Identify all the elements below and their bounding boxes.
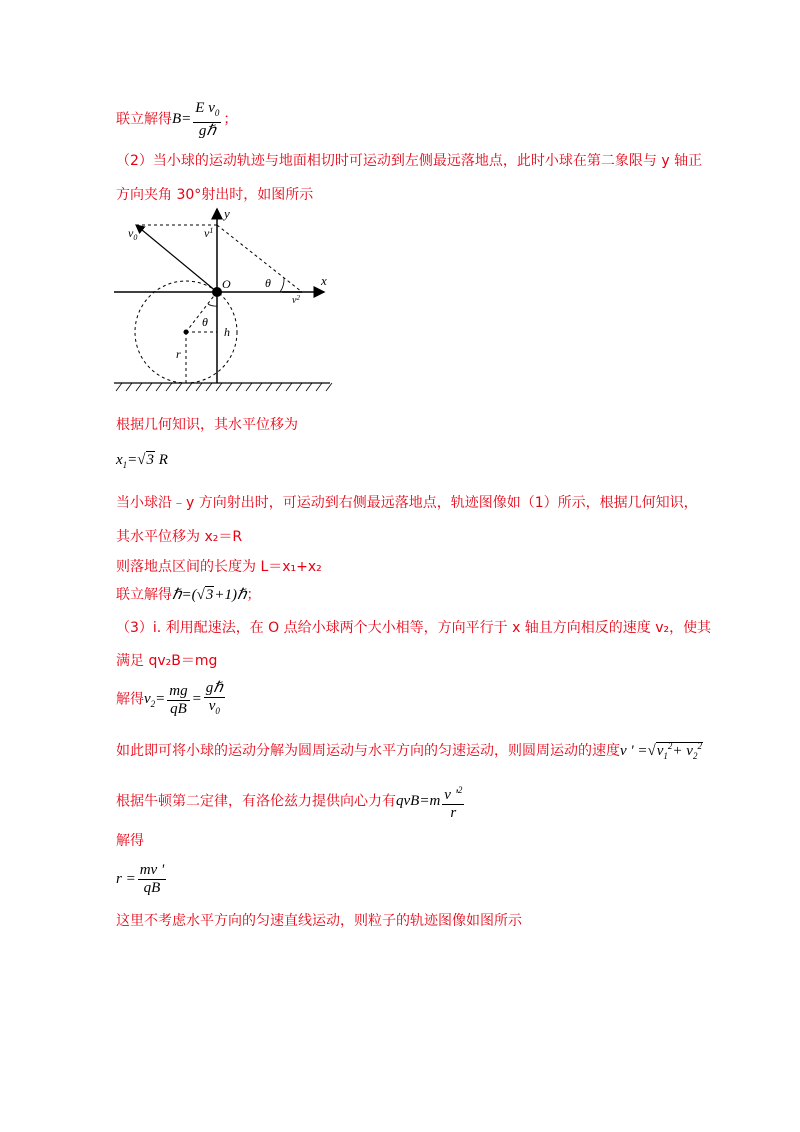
line-minus-y: 当小球沿﹣y 方向射出时，可运动到右侧最远落地点，轨迹图像如（1）所示，根据几何知识， bbox=[116, 495, 698, 511]
theta-arc-low bbox=[208, 304, 217, 306]
formula-v2: $v_2=$ $\frac{mg}{qB}$ = $\frac{\text{gℏ}}{v_0}$ bbox=[144, 680, 223, 717]
line-interval: 则落地点区间的长度为 L＝x₁+x₂ bbox=[116, 559, 322, 575]
h-label: h bbox=[224, 325, 230, 339]
v1-label: $v^1$ bbox=[204, 226, 214, 240]
formula-b: B= $\frac{E v_0}{\text{gℏ}}$ bbox=[172, 100, 220, 139]
line-geometry: 根据几何知识，其水平位移为 bbox=[116, 417, 298, 433]
line-part2-intro: （2）当小球的运动轨迹与地面相切时可运动到左侧最远落地点，此时小球在第二象限与 y 轴正 bbox=[116, 153, 703, 169]
formula-lorentz: qvB=m $\frac{v '^2}{r}$ bbox=[396, 793, 466, 809]
formula-vprime: v ' $=√v_1^2+ v_2^2$ bbox=[620, 741, 702, 761]
formula-h: ℏ=(√3+1)ℏ bbox=[172, 587, 247, 603]
line-solve: 解得 bbox=[116, 833, 144, 849]
line-solve-v2: 解得$v_2=$ $\frac{mg}{qB}$ = $\frac{\text{gℏ}}{v_0}$ bbox=[116, 680, 227, 720]
trajectory-diagram bbox=[112, 205, 342, 395]
line-part2-angle: 方向夹角 30°射出时，如图所示 bbox=[116, 187, 314, 203]
v2-label: $v^2$ bbox=[292, 294, 300, 306]
theta-top-label: θ bbox=[265, 276, 271, 290]
line-part3: （3）i. 利用配速法，在 O 点给小球两个大小相等，方向平行于 x 轴且方向相反的速度 v₂，使其 bbox=[116, 620, 712, 636]
line-solve-h: 联立解得ℏ=(√3+1)ℏ； bbox=[116, 587, 261, 603]
r-label: r bbox=[176, 347, 181, 361]
line-newton: 根据牛顿第二定律，有洛伦兹力提供向心力有qvB=m $\frac{v '^2}{r}$ bbox=[116, 782, 466, 822]
center-point bbox=[184, 330, 189, 335]
line-x2: 其水平位移为 x₂＝R bbox=[116, 529, 243, 545]
origin-point bbox=[212, 287, 222, 297]
line-decompose: 如此即可将小球的运动分解为圆周运动与水平方向的匀速运动，则圆周运动的速度v ' $=√v_1^2+ v_2^2$ bbox=[116, 741, 702, 761]
v0-label: $v_0$ bbox=[128, 226, 138, 242]
formula-x1: $x_1=√3$ R bbox=[116, 452, 168, 470]
origin-label: O bbox=[222, 277, 231, 291]
y-label: y bbox=[224, 206, 230, 221]
theta-arc-top bbox=[280, 278, 284, 292]
theta-low-label: θ bbox=[202, 315, 208, 329]
formula-r: r = $\frac{mv '}{qB}$ bbox=[116, 862, 165, 896]
ground-hatching bbox=[116, 383, 332, 391]
line-solve-b: 联立解得B= $\frac{E v_0}{\text{gℏ}}$ ； bbox=[116, 100, 238, 139]
line-trajectory-note: 这里不考虑水平方向的匀速直线运动，则粒子的轨迹图像如图所示 bbox=[116, 913, 522, 929]
line-condition: 满足 qv₂B＝mg bbox=[116, 653, 218, 669]
text-solve-b: 联立解得 bbox=[116, 111, 172, 128]
x-label: x bbox=[321, 273, 327, 288]
